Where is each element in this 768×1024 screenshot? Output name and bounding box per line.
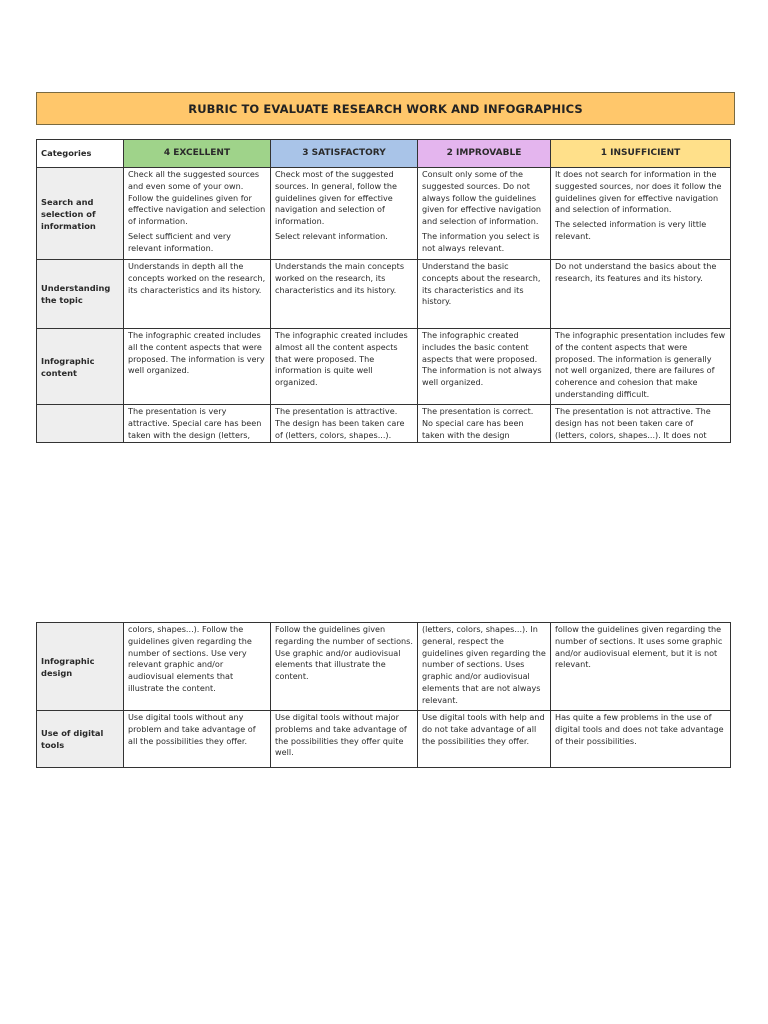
- cell-search-satisfactory: [271, 168, 418, 260]
- header-categories: Categories: [37, 140, 124, 168]
- cell-design-top-satisfactory: [271, 405, 418, 443]
- category-digital: Use of digital tools: [37, 711, 124, 768]
- cell-digital-excellent: Use digital tools without any problem and take advantage of all the possibilities they offer.: [124, 711, 271, 768]
- rubric-table-top: [36, 139, 731, 443]
- category-content: Infographic content: [37, 329, 124, 405]
- cell-digital-satisfactory: Use digital tools without major problems and take advantage of the possibilities they offer quite well.: [271, 711, 418, 768]
- cell-text: Check most of the suggested sources. In general, follow the guidelines given for effective navigation and selection of information.: [275, 169, 397, 227]
- cell-design-improvable: (letters, colors, shapes...). In general, respect the guidelines given regarding the number of sections. Uses graphic and/or audiovisual elements that are not always relevant.: [418, 623, 551, 711]
- header-satisfactory: 3 SATISFACTORY: [271, 140, 418, 168]
- cell-understanding-excellent: Understands in depth all the concepts worked on the research, its characteristics and its history.: [124, 260, 271, 329]
- row-search: [37, 168, 731, 260]
- cell-text: Select sufficient and very relevant information.: [128, 230, 231, 253]
- cell-search-insufficient: [551, 168, 731, 260]
- rubric-title: RUBRIC TO EVALUATE RESEARCH WORK AND INFOGRAPHICS: [36, 92, 735, 125]
- row-design-bottom: [37, 623, 731, 711]
- cell-content-improvable: The infographic created includes the basic content aspects that were proposed. The information is not always well organized.: [418, 329, 551, 405]
- cell-design-insufficient: follow the guidelines given regarding the number of sections. It uses some graphic and/or audiovisual element, but it is not relevant.: [551, 623, 731, 711]
- cell-text: The selected information is very little relevant.: [555, 219, 707, 241]
- cell-text: Check all the suggested sources and even some of your own. Follow the guidelines given for effective navigation and selection of information.: [128, 169, 266, 227]
- row-digital: [37, 711, 731, 768]
- header-insufficient: 1 INSUFFICIENT: [551, 140, 731, 168]
- cell-search-excellent: [124, 168, 271, 260]
- cell-text: The presentation is correct. No special care has been taken with the design: [422, 406, 534, 440]
- row-design-top: [37, 405, 731, 443]
- cell-understanding-improvable: Understand the basic concepts about the research, its characteristics and its history.: [418, 260, 551, 329]
- cell-text: Select relevant information.: [275, 230, 388, 241]
- cell-content-excellent: The infographic created includes all the content aspects that were proposed. The information is very well organized.: [124, 329, 271, 405]
- cell-text: It does not search for information in the suggested sources, nor does it follow the guidelines given for effective navigation and selection of information.: [555, 169, 722, 215]
- cell-understanding-insufficient: Do not understand the basics about the research, its features and its history.: [551, 260, 731, 329]
- category-design: Infographic design: [37, 623, 124, 711]
- category-design-top: [37, 405, 124, 443]
- row-content: [37, 329, 731, 405]
- header-row: [37, 140, 731, 168]
- rubric-table-bottom: [36, 622, 731, 768]
- cell-content-insufficient: The infographic presentation includes few of the content aspects that were proposed. The information is generally not well organized, there are failures of coherence and cohesion that make understanding difficult.: [551, 329, 731, 405]
- cell-understanding-satisfactory: Understands the main concepts worked on the research, its characteristics and its history.: [271, 260, 418, 329]
- cell-text: The presentation is not attractive. The design has not been taken care of (letters, colors, shapes...). It does not: [555, 406, 711, 440]
- cell-design-top-insufficient: [551, 405, 731, 443]
- cell-text: Consult only some of the suggested sources. Do not always follow the guidelines given for effective navigation and selection of information.: [422, 169, 542, 227]
- header-excellent: 4 EXCELLENT: [124, 140, 271, 168]
- header-improvable: 2 IMPROVABLE: [418, 140, 551, 168]
- cell-design-excellent: colors, shapes...). Follow the guidelines given regarding the number of sections. Use very relevant graphic and/or audiovisual elements that illustrate the content.: [124, 623, 271, 711]
- cell-design-satisfactory: Follow the guidelines given regarding the number of sections. Use graphic and/or audiovisual elements that illustrate the content.: [271, 623, 418, 711]
- category-search: Search and selection of information: [37, 168, 124, 260]
- cell-digital-insufficient: Has quite a few problems in the use of digital tools and does not take advantage of their possibilities.: [551, 711, 731, 768]
- cell-design-top-excellent: [124, 405, 271, 443]
- cell-search-improvable: [418, 168, 551, 260]
- cell-design-top-improvable: [418, 405, 551, 443]
- cell-text: The presentation is attractive. The design has been taken care of (letters, colors, shapes...).: [275, 406, 405, 440]
- cell-content-satisfactory: The infographic created includes almost all the content aspects that were proposed. The information is quite well organized.: [271, 329, 418, 405]
- row-understanding: [37, 260, 731, 329]
- category-understanding: Understanding the topic: [37, 260, 124, 329]
- cell-digital-improvable: Use digital tools with help and do not take advantage of all the possibilities they offer.: [418, 711, 551, 768]
- cell-text: The information you select is not always relevant.: [422, 230, 540, 253]
- cell-text: The presentation is very attractive. Special care has been taken with the design (letters,: [128, 406, 262, 440]
